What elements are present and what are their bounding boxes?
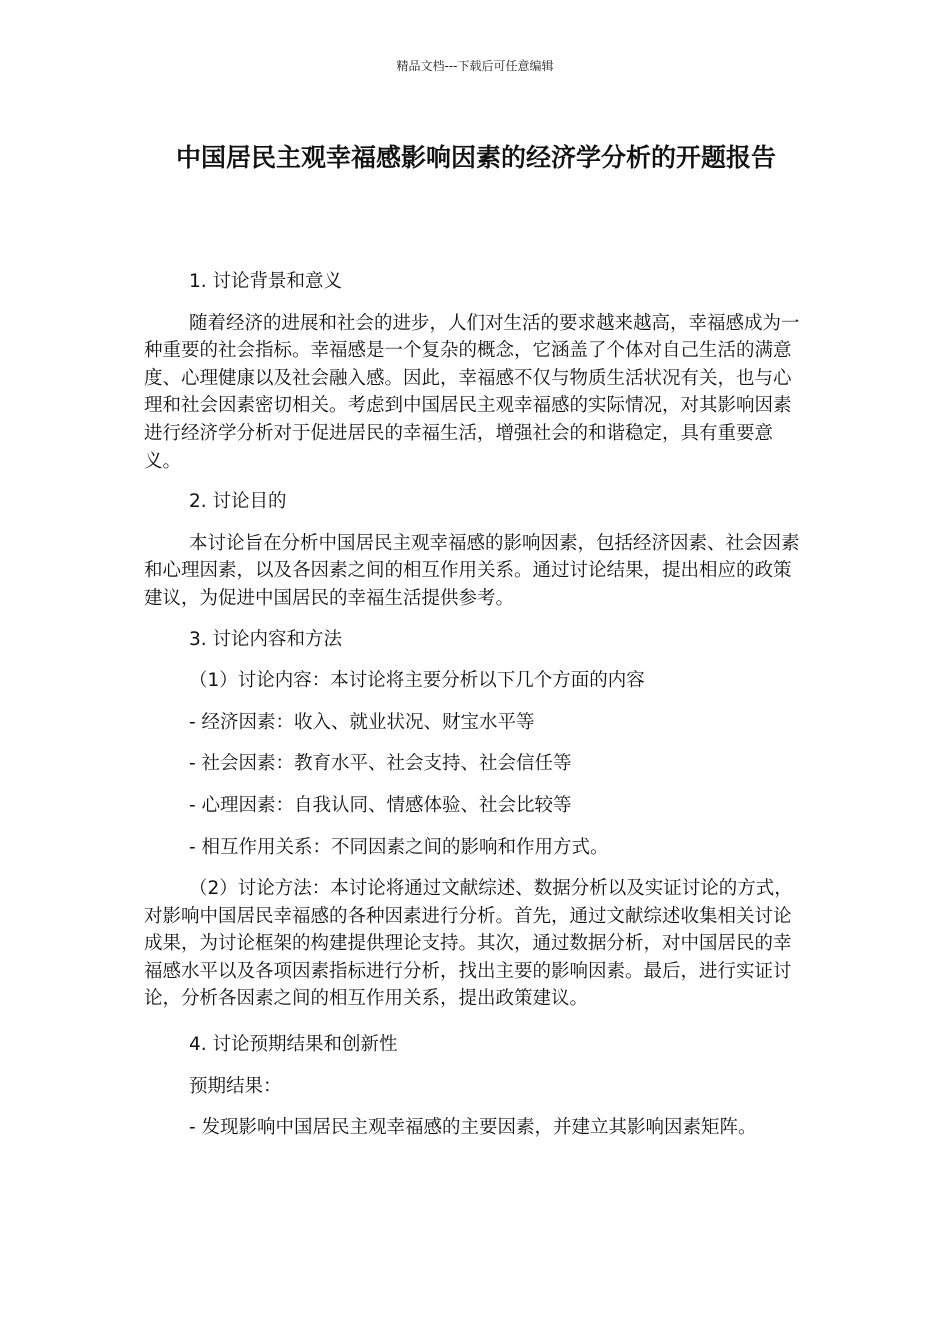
expected-results-label: 预期结果： <box>189 1075 282 1097</box>
paragraph-methods: （2）讨论方法：本讨论将通过文献综述、数据分析以及实证讨论的方式，对影响中国居民幸福感的各种因素进行分析。首先，通过文献综述收集相关讨论成果，为讨论框架的构建提供理论支持。其次，通过数据分析，对中国居民的幸福感水平以及各项因素指标进行分析，找出主要的影响因素。最后，进行实证讨论，分析各因素之间的相互作用关系，提出政策建议。 <box>144 878 793 1010</box>
document-title: 中国居民主观幸福感影响因素的经济学分析的开题报告 <box>175 143 776 172</box>
section-heading-background: 1. 讨论背景和意义 <box>189 271 343 292</box>
list-item: - 发现影响中国居民主观幸福感的主要因素，并建立其影响因素矩阵。 <box>189 1117 757 1139</box>
paragraph-purpose: 本讨论旨在分析中国居民主观幸福感的影响因素，包括经济因素、社会因素和心理因素，以及各因素之间的相互作用关系。通过讨论结果，提出相应的政策建议，为促进中国居民的幸福生活提供参考。 <box>144 532 800 609</box>
list-item: - 相互作用关系：不同因素之间的影响和作用方式。 <box>189 836 609 858</box>
document-body <box>144 268 808 1156</box>
list-item: - 心理因素：自我认同、情感体验、社会比较等 <box>189 794 572 816</box>
list-item: - 经济因素：收入、就业状况、财宝水平等 <box>189 711 535 733</box>
paragraph-background: 随着经济的进展和社会的进步，人们对生活的要求越来越高，幸福感成为一种重要的社会指标。幸福感是一个复杂的概念，它涵盖了个体对自己生活的满意度、心理健康以及社会融入感。因此，幸福感不仅与物质生活状况有关，也与心理和社会因素密切相关。考虑到中国居民主观幸福感的实际情况，对其影响因素进行经济学分析对于促进居民的幸福生活，增强社会的和谐稳定，具有重要意义。 <box>144 312 800 472</box>
page-header: 精品文档---下载后可任意编辑 <box>396 59 554 73</box>
subheading-content: （1）讨论内容：本讨论将主要分析以下几个方面的内容 <box>189 670 645 692</box>
list-item: - 社会因素：教育水平、社会支持、社会信任等 <box>189 753 572 775</box>
section-heading-purpose: 2. 讨论目的 <box>189 491 287 513</box>
section-heading-content-methods: 3. 讨论内容和方法 <box>189 628 343 650</box>
section-heading-expected-results: 4. 讨论预期结果和创新性 <box>189 1034 398 1056</box>
